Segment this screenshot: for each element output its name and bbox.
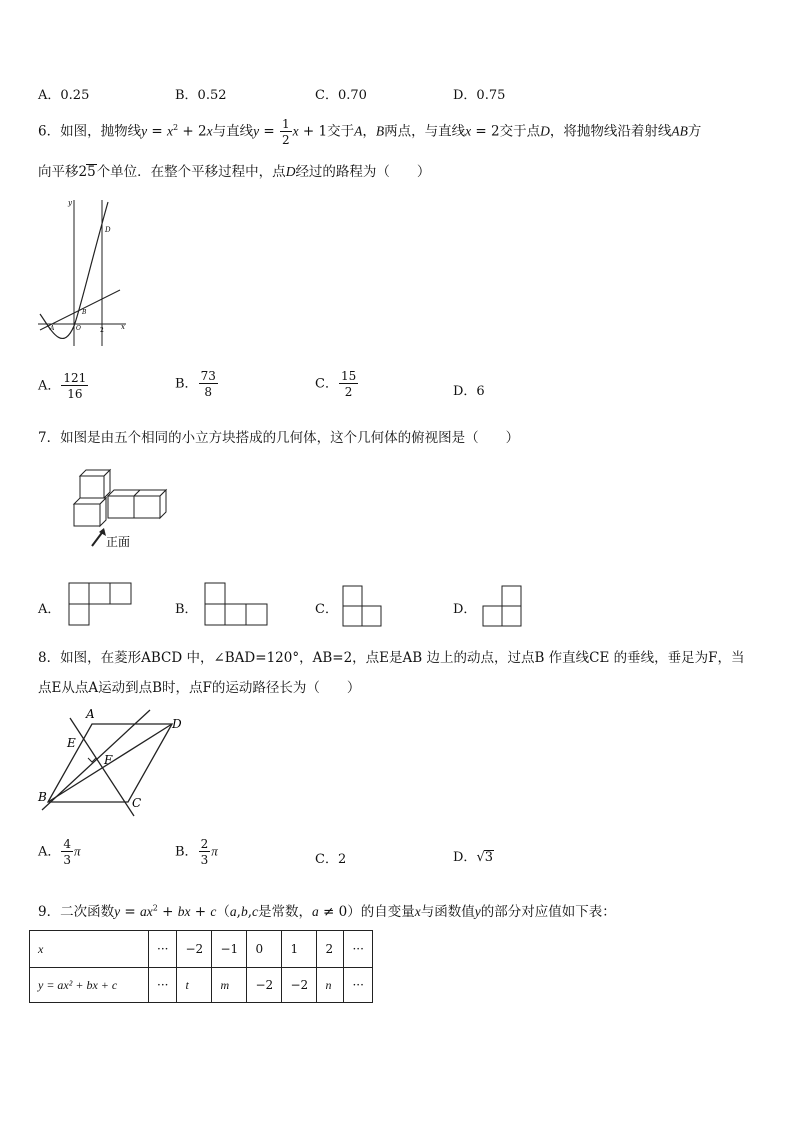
q5-option-c: C．0.70 (315, 88, 367, 103)
table-cell: ··· (344, 931, 372, 968)
question-7-text: 7．如图是由五个相同的小立方块搭成的几何体，这个几何体的俯视图是（ ） (38, 430, 520, 446)
q7-cube-figure (68, 466, 172, 552)
table-row-x (30, 931, 373, 968)
fig8-a-label: A (86, 707, 95, 721)
q7-option-d-view (482, 585, 522, 627)
q8-option-d: D．√3 (453, 850, 494, 865)
table-cell: ··· (344, 968, 372, 1003)
q7-option-a-view (68, 582, 132, 626)
table-cell: 0 (247, 931, 282, 968)
q7-option-b-view (204, 582, 268, 626)
table-cell: 2 (317, 931, 344, 968)
table-cell: ··· (149, 931, 177, 968)
question-6-line-2: 向平移25个单位．在整个平移过程中，点D经过的路程为（ ） (38, 164, 431, 180)
table-cell: −2 (282, 968, 317, 1003)
table-cell: −2 (177, 931, 212, 968)
fig8-c-label: C (132, 796, 142, 810)
q6-option-c: C． $\frac{15}{2}$ (315, 369, 357, 399)
q8-option-a: A． $\frac{4}{3}$ π (38, 837, 81, 867)
q5-option-d: D．0.75 (453, 88, 506, 103)
table-cell: −2 (247, 968, 282, 1003)
table-cell: n (317, 968, 344, 1003)
q6-option-a: A． $\frac{121}{16}$ (38, 371, 87, 401)
q7-option-d-label: D． (453, 602, 477, 617)
fig8-b-label: B (38, 790, 47, 804)
fig6-d-label: D (105, 226, 111, 234)
q6-option-d: D．6 (453, 384, 485, 399)
q7-option-b-label: B． (175, 602, 198, 617)
q7-option-a-label: A． (38, 602, 61, 617)
table-cell: m (212, 968, 247, 1003)
fig6-b-label: B (82, 309, 87, 316)
q7-option-c-view (342, 585, 382, 627)
question-6-line-1: 6．如图，抛物线$y = x^2 + 2x$与直线y = $\frac{1}{2}$ x + 1交于A，B两点，与直线x = 2交于点D，将抛物线沿着射线AB方 (38, 117, 702, 147)
fig8-e-label: E (67, 736, 76, 750)
q9-value-table (29, 930, 373, 1003)
q6-parabola-figure (36, 196, 128, 352)
q5-option-a: A．0.25 (38, 88, 90, 103)
fig8-f-label: F (104, 753, 113, 767)
q8-rhombus-figure (36, 706, 192, 820)
question-8-line-2: 点E从点A运动到点B时，点F的运动路径长为（ ） (38, 680, 361, 696)
table-cell: ··· (149, 968, 177, 1003)
q6-option-b: B． $\frac{73}{8}$ (175, 369, 216, 399)
fig6-a-label: A (50, 325, 55, 332)
table-cell: x (30, 931, 149, 968)
question-8-line-1: 8．如图，在菱形ABCD 中，∠BAD=120°，AB=2，点E是AB 边上的动点，过点B 作直线CE 的垂线，垂足为F，当 (38, 650, 745, 666)
fig8-d-label: D (172, 717, 182, 731)
fig6-x-label: x (121, 323, 125, 331)
table-cell: 1 (282, 931, 317, 968)
fig6-o-label: O (76, 325, 81, 332)
question-9-text: 9．二次函数$y = ax^2$ + bx + c（a,b,c是常数，a ≠ 0）的自变量x与函数值y的部分对应值如下表： (38, 903, 616, 920)
fig6-two-label: 2 (100, 327, 104, 334)
table-cell: y = ax² + bx + c (30, 968, 149, 1003)
q7-option-c-label: C． (315, 602, 338, 617)
q8-option-b: B． $\frac{2}{3}$ π (175, 837, 218, 867)
fig6-y-label: y (68, 199, 72, 207)
table-row-y (30, 968, 373, 1003)
table-cell: t (177, 968, 212, 1003)
q7-front-label: 正面 (106, 535, 131, 549)
q5-option-b: B．0.52 (175, 88, 227, 103)
q8-option-c: C．2 (315, 852, 347, 867)
table-cell: −1 (212, 931, 247, 968)
